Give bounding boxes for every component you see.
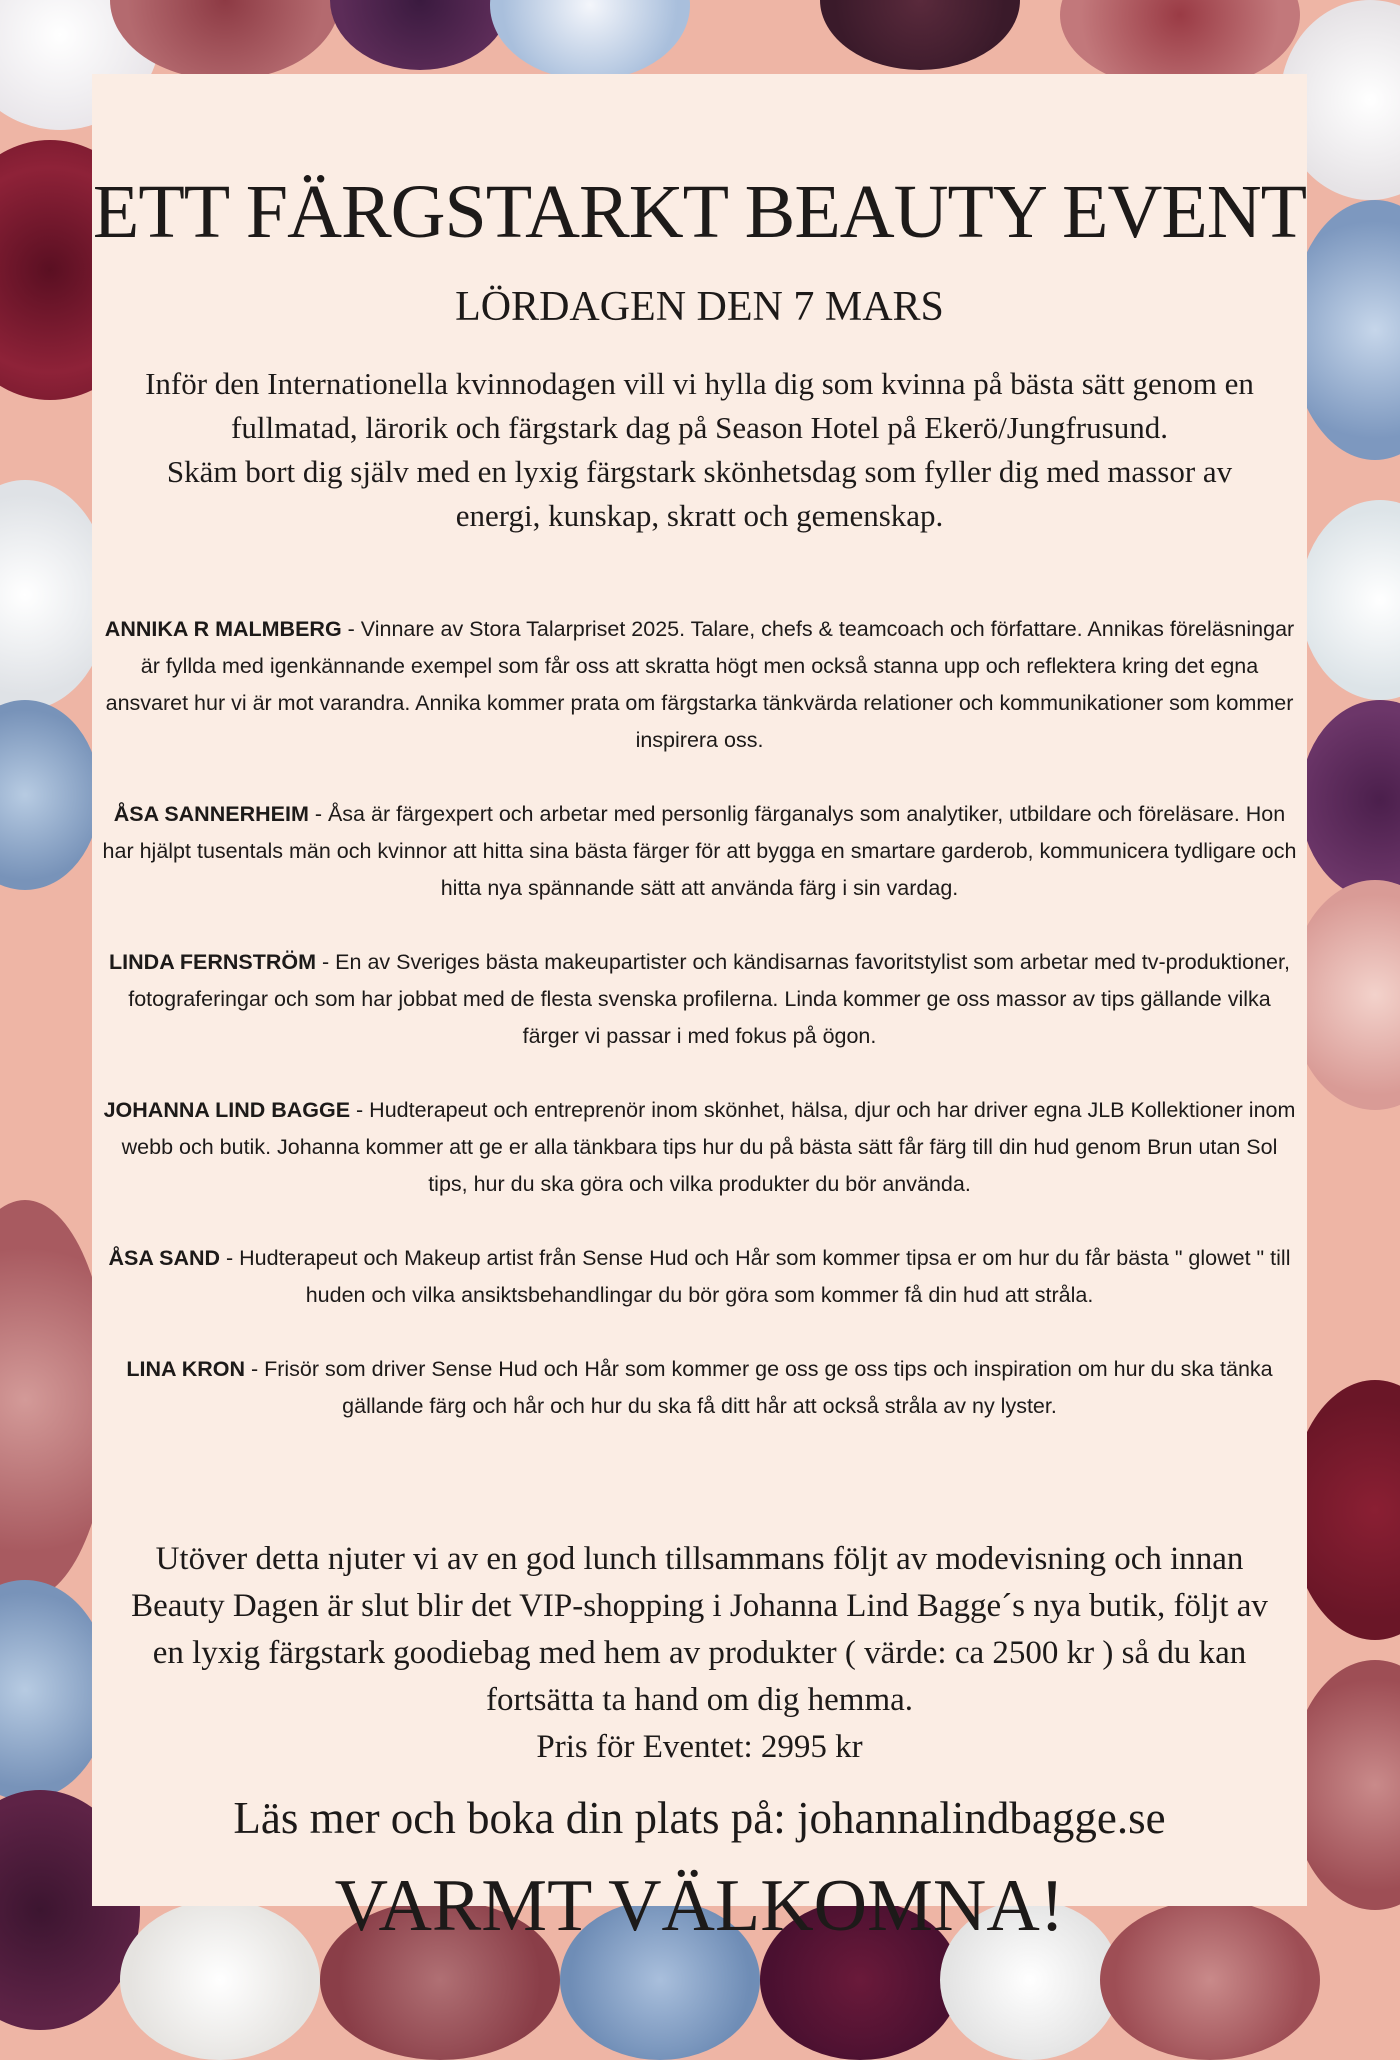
intro-paragraph: Inför den Internationella kvinnodagen vill vi hylla dig som kvinna på bästa sätt genom en fullmatad, lärorik och färgstark dag på Season Hotel på Ekerö/Jungfrusund. (145, 366, 1254, 445)
flower-decoration (490, 0, 690, 80)
speaker-name: ANNIKA R MALMBERG (104, 617, 342, 641)
event-date: LÖRDAGEN DEN 7 MARS (455, 284, 944, 330)
welcome-heading: VARMT VÄLKOMNA! (334, 1865, 1065, 1947)
speaker-item (102, 611, 1297, 759)
speaker-description: - Hudterapeut och entreprenör inom skönhet, hälsa, djur och har driver egna JLB Kollektioner inom webb och butik. Johanna kommer att ge er alla tänkbara tips hur du på bästa sätt får färg till din hud genom Brun utan Sol tips, hur du ska göra och vilka produkter du bör använda. (121, 1098, 1296, 1196)
speaker-description: - Vinnare av Stora Talarpriset 2025. Talare, chefs & teamcoach och författare. Annikas föreläsningar är fyllda med igenkännande exempel som får oss att skratta högt men också stanna upp och reflektera kring det egna ansvaret hur vi är mot varandra. Annika kommer prata om färgstarka tänkvärda relationer och kommunikationer som kommer inspirera oss. (105, 617, 1295, 752)
intro-text (132, 284, 1267, 538)
flower-decoration (330, 0, 510, 70)
speaker-name: LINDA FERNSTRÖM (109, 950, 317, 974)
speaker-description: - En av Sveriges bästa makeupartister och kändisarnas favoritstylist som arbetar med tv-produktioner, fotograferingar och som har jobbat med de flesta svenska profilerna. Linda kommer ge oss massor av tips gällande vilka färger vi passar i med fokus på ögon. (128, 950, 1290, 1048)
closing-text (112, 1536, 1287, 1771)
event-price: Pris för Eventet: 2995 kr (536, 1729, 863, 1765)
speaker-name: ÅSA SANNERHEIM (113, 802, 309, 826)
speaker-list (102, 611, 1297, 1462)
booking-link[interactable]: Läs mer och boka din plats på: johannalindbagge.se (233, 1793, 1166, 1843)
flower-decoration (1300, 500, 1400, 700)
speaker-item (102, 796, 1297, 907)
speaker-description: - Frisör som driver Sense Hud och Hår som kommer ge oss ge oss tips och inspiration om hur du ska tänka gällande färg och hår och hur du ska få ditt hår att också stråla av ny lyster. (245, 1357, 1273, 1418)
speaker-description: - Åsa är färgexpert och arbetar med personlig färganalys som analytiker, utbildare och föreläsare. Hon har hjälpt tusentals män och kvinnor att hitta sina bästa färger för att bygga en smartare garderob, kommunicera tydligare och hitta nya spännande sätt att använda färg i sin vardag. (102, 802, 1297, 900)
speaker-item (102, 944, 1297, 1055)
flower-decoration (0, 700, 100, 890)
speaker-name: LINA KRON (126, 1357, 245, 1381)
speaker-item (102, 1240, 1297, 1314)
speaker-name: JOHANNA LIND BAGGE (103, 1098, 351, 1122)
closing-paragraph: Utöver detta njuter vi av en god lunch tillsammans följt av modevisning och innan Beauty Dagen är slut blir det VIP-shopping i Johanna Lind Bagge´s nya butik, följt av en lyxig färgstark goodiebag med hem av produkter ( värde: ca 2500 kr ) så du kan fortsätta ta hand om dig hemma. (131, 1541, 1268, 1718)
intro-paragraph: Skäm bort dig själv med en lyxig färgstark skönhetsdag som fyller dig med massor av energi, kunskap, skratt och gemenskap. (166, 454, 1233, 533)
speaker-description: - Hudterapeut och Makeup artist från Sense Hud och Hår som kommer tipsa er om hur du får bästa " glowet " till huden och vilka ansiktsbehandlingar du bör göra som kommer få din hud att stråla. (220, 1246, 1291, 1307)
flower-decoration (1300, 700, 1400, 900)
event-title: ETT FÄRGSTARKT BEAUTY EVENT (92, 170, 1307, 254)
flower-decoration (820, 0, 1020, 70)
speaker-item (102, 1351, 1297, 1425)
event-flyer-panel (92, 74, 1307, 1947)
speaker-item (102, 1092, 1297, 1203)
speaker-name: ÅSA SAND (108, 1246, 221, 1270)
